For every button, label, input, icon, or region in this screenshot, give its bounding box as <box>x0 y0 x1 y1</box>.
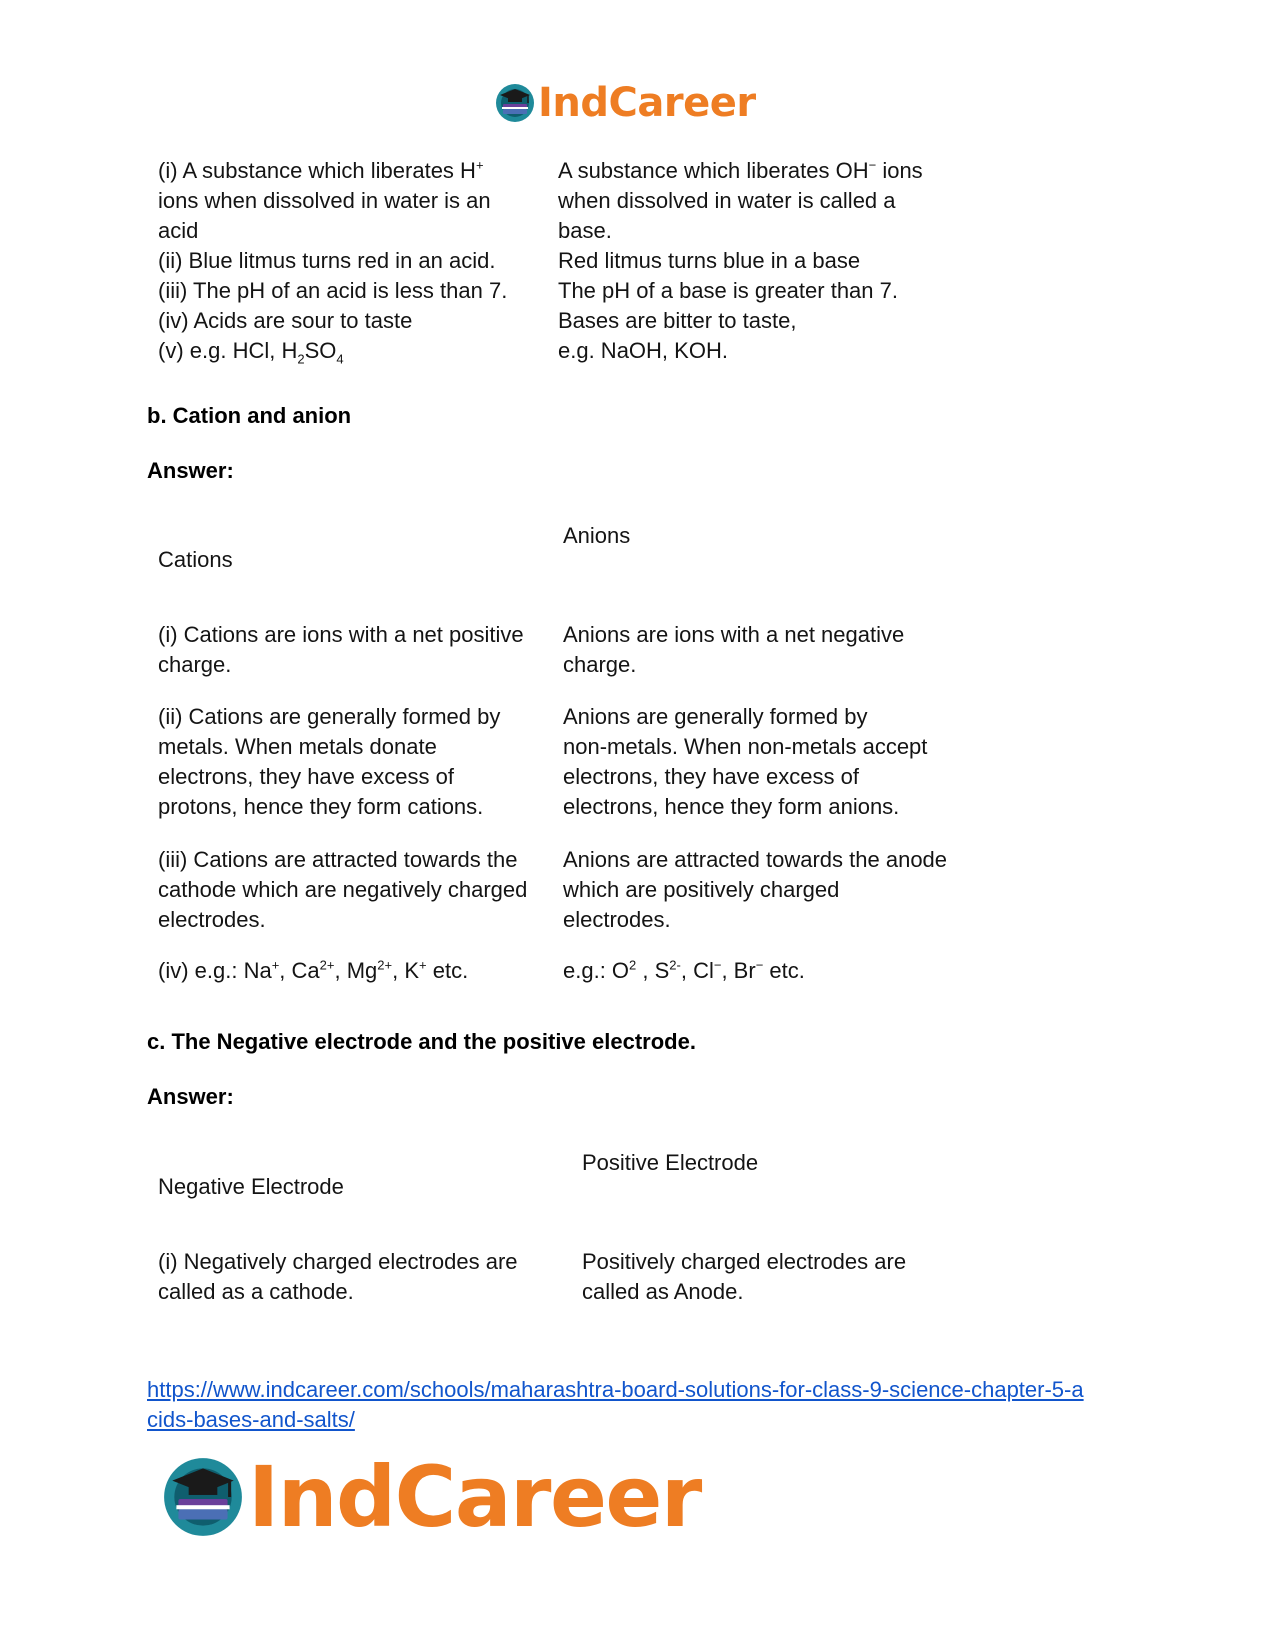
section-c-heading: c. The Negative electrode and the positive electrode. <box>147 1029 696 1054</box>
positive-electrode-header: Positive Electrode <box>582 1150 759 1175</box>
acid-line-3: acid <box>158 218 199 243</box>
cations-row-1-line: (i) Cations are ions with a net positive <box>158 622 524 647</box>
anions-row-2-line: Anions are generally formed by <box>563 704 868 729</box>
acid-column <box>158 156 507 366</box>
anions-row-2-line: electrons, hence they form anions. <box>563 794 900 819</box>
positive-electrode-line: called as Anode. <box>582 1279 744 1304</box>
brand-name: IndCareer <box>248 1448 701 1546</box>
acid-line-2: ions when dissolved in water is an <box>158 188 491 213</box>
anions-row-1-line: charge. <box>563 652 637 677</box>
cations-row-3-line: cathode which are negatively charged <box>158 877 528 902</box>
anions-row-3 <box>563 845 947 935</box>
base-line-6: Bases are bitter to taste, <box>558 308 797 333</box>
base-line-5: The pH of a base is greater than 7. <box>558 278 898 303</box>
cations-header: Cations <box>158 547 233 572</box>
cations-row-1 <box>158 620 524 680</box>
cations-row-2-line: (ii) Cations are generally formed by <box>158 704 501 729</box>
acid-example: (v) e.g. HCl, $H_2SO_4$ <box>158 338 344 367</box>
anions-row-3-line: which are positively charged <box>563 877 840 902</box>
cations-row-2-line: electrons, they have excess of <box>158 764 454 789</box>
cations-row-3 <box>158 845 527 935</box>
anions-row-3-line: electrodes. <box>563 907 671 932</box>
section-c-answer-label: Answer: <box>147 1084 234 1109</box>
cations-row-3-line: (iii) Cations are attracted towards the <box>158 847 518 872</box>
graduation-cap-books-icon <box>160 1454 246 1540</box>
negative-electrode-line: called as a cathode. <box>158 1279 354 1304</box>
brand-name: IndCareer <box>538 80 756 126</box>
anions-row-2-line: electrons, they have excess of <box>563 764 859 789</box>
source-link[interactable] <box>147 1375 1084 1435</box>
negative-electrode-row-1 <box>158 1247 518 1307</box>
base-line-3: base. <box>558 218 612 243</box>
source-link-line-2[interactable]: cids-bases-and-salts/ <box>147 1407 355 1432</box>
acid-line-6: (iv) Acids are sour to taste <box>158 308 413 333</box>
cations-row-2 <box>158 702 500 822</box>
footer-logo <box>160 1448 701 1546</box>
anions-row-3-line: Anions are attracted towards the anode <box>563 847 948 872</box>
cations-row-2-line: protons, hence they form cations. <box>158 794 484 819</box>
anions-row-2-line: non-metals. When non-metals accept <box>563 734 928 759</box>
positive-electrode-line: Positively charged electrodes are <box>582 1249 907 1274</box>
anions-example: e.g.: $O^2$ , $S^{2-}$, Cl−, Br− etc. <box>563 957 805 983</box>
cations-row-1-line: charge. <box>158 652 232 677</box>
anions-row-2 <box>563 702 927 822</box>
base-line-1: A substance which liberates OH− ions <box>558 157 923 183</box>
anions-header: Anions <box>563 523 631 548</box>
positive-electrode-row-1 <box>582 1247 906 1307</box>
negative-electrode-line: (i) Negatively charged electrodes are <box>158 1249 518 1274</box>
anions-row-1-line: Anions are ions with a net negative <box>563 622 905 647</box>
anions-row-1 <box>563 620 904 680</box>
base-line-2: when dissolved in water is called a <box>558 188 896 213</box>
negative-electrode-header: Negative Electrode <box>158 1174 344 1199</box>
base-line-4: Red litmus turns blue in a base <box>558 248 861 273</box>
cations-example: (iv) e.g.: Na+, $Ca^{2+}$, $Mg^{2+}$, K+ etc. <box>158 957 469 983</box>
base-line-7: e.g. NaOH, KOH. <box>558 338 728 363</box>
section-b-heading: b. Cation and anion <box>147 403 352 428</box>
acid-line-1: (i) A substance which liberates H+ <box>158 157 484 183</box>
base-column <box>558 156 923 366</box>
source-link-line-1[interactable]: https://www.indcareer.com/schools/maharashtra-board-solutions-for-class-9-science-chapter-5-a <box>147 1377 1084 1402</box>
cations-row-3-line: electrodes. <box>158 907 266 932</box>
acid-line-5: (iii) The pH of an acid is less than 7. <box>158 278 508 303</box>
cations-row-2-line: metals. When metals donate <box>158 734 437 759</box>
graduation-cap-books-icon <box>494 82 536 124</box>
acid-line-4: (ii) Blue litmus turns red in an acid. <box>158 248 496 273</box>
section-b-answer-label: Answer: <box>147 458 234 483</box>
header-logo <box>494 80 756 126</box>
